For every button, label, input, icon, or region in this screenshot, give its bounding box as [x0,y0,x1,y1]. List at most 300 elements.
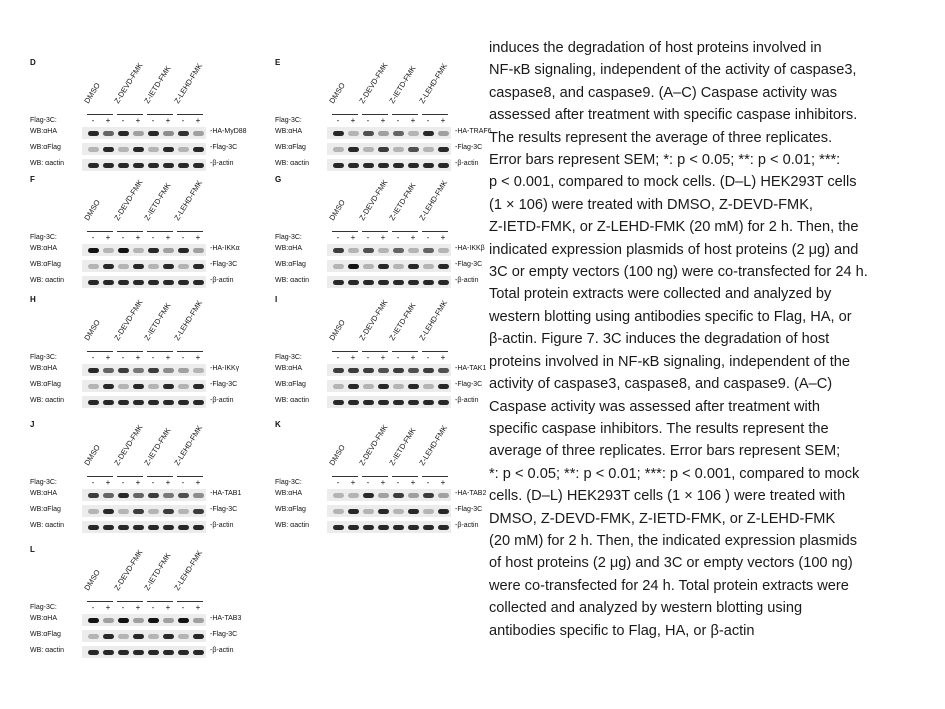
condition-underline [422,231,448,232]
flag-sign: + [165,603,171,612]
flag-3c-label: Flag-3C: [275,479,302,486]
band-flag [363,384,374,389]
band-flag [348,147,359,152]
flag-sign: - [121,233,125,242]
band-ha [393,493,404,498]
flag-sign: + [380,478,386,487]
condition-label: DMSO [82,198,102,222]
band-actin [348,163,359,168]
flag-sign: + [105,116,111,125]
band-flag [193,634,204,639]
band-tag-ha: -HA-TAK1 [455,365,487,372]
band-ha [148,493,159,498]
band-flag [103,147,114,152]
band-flag [178,147,189,152]
flag-sign: - [121,116,125,125]
band-actin [118,280,129,285]
flag-sign: - [336,233,340,242]
band-actin [438,525,449,530]
condition-label: DMSO [82,443,102,467]
band-ha [408,368,419,373]
band-flag [333,384,344,389]
caption-line: of host proteins (2 μg) and 3C or empty vectors (100 ng) [489,555,853,572]
band-ha [423,493,434,498]
band-actin [193,400,204,405]
band-actin [363,525,374,530]
band-actin [163,525,174,530]
band-actin [133,400,144,405]
band-actin [438,400,449,405]
band-actin [423,163,434,168]
flag-3c-label: Flag-3C: [275,354,302,361]
band-ha [148,131,159,136]
band-actin [133,525,144,530]
flag-sign: - [181,603,185,612]
band-flag [163,147,174,152]
condition-underline [117,114,143,115]
panel-label: D [30,58,36,67]
band-tag-flag: -Flag-3C [455,144,483,151]
panel-label: J [30,420,35,429]
caption-line: The results represent the average of three replicates. [489,129,833,146]
condition-underline [147,476,173,477]
band-flag [133,509,144,514]
band-actin [408,280,419,285]
caption-line: NF-κB signaling, independent of the activity of caspase3, [489,62,857,79]
band-ha [363,368,374,373]
band-flag [148,384,159,389]
flag-sign: - [181,116,185,125]
condition-underline [87,601,113,602]
band-flag [118,264,129,269]
flag-sign: + [380,353,386,362]
condition-underline [332,476,358,477]
band-actin [88,280,99,285]
panel-label: H [30,295,36,304]
band-flag [423,264,434,269]
band-tag-ha: -HA-TAB2 [455,490,487,497]
band-flag [438,147,449,152]
panel-label: L [30,545,35,554]
band-actin [88,525,99,530]
band-flag [438,384,449,389]
band-actin [103,525,114,530]
caption-line: activity of caspase3, caspase8, and caspase9. (A–C) [489,376,833,393]
flag-sign: + [135,233,141,242]
condition-label: Z-IETD-FMK [387,181,418,222]
condition-label: Z-LEHD-FMK [172,548,205,592]
row-label-flag: WB:αFlag [30,631,61,638]
band-actin [178,400,189,405]
band-ha [148,248,159,253]
condition-underline [177,114,203,115]
flag-sign: - [91,116,95,125]
flag-sign: - [366,478,370,487]
condition-label: Z-DEVD-FMK [112,61,145,105]
band-actin [178,650,189,655]
band-flag [133,384,144,389]
band-actin [423,525,434,530]
caption-line: collected and analyzed by western blotting using [489,600,803,617]
blot-panel-e [275,58,492,167]
band-tag-actin: -β-actin [455,277,479,284]
band-ha [118,368,129,373]
band-ha [88,248,99,253]
row-label-ha: WB:αHA [30,245,57,252]
condition-underline [147,351,173,352]
row-label-actin: WB: αactin [275,277,309,284]
band-flag [118,509,129,514]
band-flag [423,509,434,514]
band-flag [163,509,174,514]
band-actin [408,163,419,168]
band-actin [393,163,404,168]
condition-underline [332,351,358,352]
band-flag [333,509,344,514]
band-flag [178,509,189,514]
band-actin [393,280,404,285]
flag-sign: - [366,116,370,125]
band-flag [363,147,374,152]
band-flag [163,384,174,389]
band-flag [363,264,374,269]
caption-line: *: p < 0.05; **: p < 0.01; ***: p < 0.001, compared to mock [489,465,860,482]
band-actin [148,525,159,530]
band-ha [88,493,99,498]
band-actin [333,400,344,405]
band-flag [333,264,344,269]
band-ha [363,493,374,498]
band-actin [423,400,434,405]
flag-sign: + [105,233,111,242]
condition-underline [177,231,203,232]
band-ha [118,618,129,623]
band-actin [333,163,344,168]
band-flag [88,384,99,389]
condition-underline [87,231,113,232]
row-label-ha: WB:αHA [275,245,302,252]
band-ha [193,493,204,498]
band-flag [118,384,129,389]
row-label-actin: WB: αactin [275,522,309,529]
band-actin [163,163,174,168]
band-flag [423,384,434,389]
caption-line: 3C or empty vectors (100 ng) were co-transfected for 24 h. [489,264,868,281]
condition-underline [362,114,388,115]
band-flag [163,634,174,639]
condition-underline [177,601,203,602]
flag-sign: + [350,353,356,362]
flag-sign: + [410,353,416,362]
flag-sign: + [195,116,201,125]
panel-label: G [275,175,282,184]
flag-sign: - [91,353,95,362]
flag-sign: + [135,353,141,362]
condition-underline [147,114,173,115]
band-ha [133,368,144,373]
band-ha [118,131,129,136]
flag-3c-label: Flag-3C: [30,479,57,486]
condition-label: Z-LEHD-FMK [172,298,205,342]
blot-panel-l [30,545,240,653]
blot-panel-j [30,420,240,528]
panel-label: F [30,175,35,184]
band-actin [133,650,144,655]
condition-underline [117,351,143,352]
flag-sign: - [151,116,155,125]
band-actin [148,280,159,285]
flag-sign: + [440,233,446,242]
condition-label: Z-DEVD-FMK [112,423,145,467]
band-flag [148,147,159,152]
band-flag [133,634,144,639]
condition-label: Z-DEVD-FMK [357,423,390,467]
band-ha [438,493,449,498]
caption-line: Caspase activity was assessed after treatment with [489,398,820,415]
flag-sign: - [91,478,95,487]
band-tag-flag: -Flag-3C [210,631,238,638]
band-flag [88,264,99,269]
condition-underline [147,601,173,602]
band-ha [148,368,159,373]
band-actin [393,400,404,405]
band-actin [348,525,359,530]
band-ha [333,368,344,373]
blot-panel-i [275,295,485,403]
band-flag [88,634,99,639]
band-ha [333,248,344,253]
condition-underline [332,231,358,232]
band-tag-actin: -β-actin [455,522,479,529]
blot-panel-f [30,175,240,283]
flag-sign: - [426,233,430,242]
row-label-actin: WB: αactin [30,277,64,284]
band-ha [423,248,434,253]
band-ha [348,131,359,136]
flag-sign: - [366,233,370,242]
flag-sign: - [336,478,340,487]
condition-underline [147,231,173,232]
band-flag [393,147,404,152]
band-flag [103,264,114,269]
condition-underline [392,351,418,352]
band-actin [103,163,114,168]
band-actin [178,525,189,530]
band-ha [118,493,129,498]
band-actin [363,400,374,405]
band-flag [193,147,204,152]
flag-sign: + [135,116,141,125]
row-label-ha: WB:αHA [30,490,57,497]
band-actin [118,650,129,655]
row-label-actin: WB: αactin [30,160,64,167]
band-actin [348,280,359,285]
condition-underline [87,351,113,352]
condition-label: Z-LEHD-FMK [172,178,205,222]
flag-sign: + [165,353,171,362]
panel-label: I [275,295,278,304]
band-ha [378,368,389,373]
blot-panel-k [275,420,485,528]
band-flag [118,634,129,639]
flag-sign: - [396,478,400,487]
condition-label: DMSO [327,443,347,467]
flag-sign: + [165,233,171,242]
condition-underline [177,476,203,477]
band-ha [133,131,144,136]
band-flag [133,147,144,152]
flag-sign: + [195,353,201,362]
flag-3c-label: Flag-3C: [275,117,302,124]
band-ha [393,131,404,136]
condition-label: Z-IETD-FMK [387,64,418,105]
band-actin [103,650,114,655]
condition-label: Z-IETD-FMK [142,181,173,222]
row-label-flag: WB:αFlag [275,381,306,388]
band-actin [333,280,344,285]
band-ha [378,248,389,253]
flag-3c-label: Flag-3C: [30,117,57,124]
band-ha [148,618,159,623]
band-actin [438,163,449,168]
flag-sign: - [336,116,340,125]
condition-label: Z-LEHD-FMK [417,298,450,342]
caption-line: Error bars represent SEM; *: p < 0.05; **: p < 0.01; ***: [489,152,841,169]
band-ha [438,131,449,136]
band-actin [363,280,374,285]
flag-sign: - [121,603,125,612]
band-actin [193,525,204,530]
band-flag [408,147,419,152]
row-label-flag: WB:αFlag [30,506,61,513]
band-flag [193,384,204,389]
band-ha [163,248,174,253]
band-flag [148,509,159,514]
flag-sign: + [410,233,416,242]
band-flag [348,509,359,514]
band-ha [408,248,419,253]
flag-sign: - [151,353,155,362]
condition-underline [117,601,143,602]
caption-line: were co-transfected for 24 h. Total protein extracts were [489,577,849,594]
band-tag-actin: -β-actin [210,397,234,404]
flag-sign: + [165,116,171,125]
condition-label: Z-LEHD-FMK [417,423,450,467]
caption-line: cells. (D–L) HEK293T cells (1 × 106 ) were treated with [489,488,846,505]
caption-line: p < 0.001, compared to mock cells. (D–L) HEK293T cells [489,174,857,191]
caption-line: assessed after treatment with specific caspase inhibitors. [489,107,858,124]
band-ha [88,368,99,373]
caption-line: β-actin. Figure 7. 3C induces the degradation of host [489,331,830,348]
condition-label: Z-DEVD-FMK [112,548,145,592]
band-flag [193,264,204,269]
caption-line: average of three replicates. Error bars represent SEM; [489,443,841,460]
flag-sign: - [426,116,430,125]
band-ha [178,248,189,253]
flag-sign: - [181,478,185,487]
flag-sign: - [151,603,155,612]
band-ha [88,618,99,623]
band-flag [408,509,419,514]
flag-sign: - [396,233,400,242]
row-label-flag: WB:αFlag [30,261,61,268]
band-actin [333,525,344,530]
condition-label: Z-IETD-FMK [142,301,173,342]
band-tag-ha: -HA-IKKγ [210,365,240,372]
band-tag-ha: -HA-TAB3 [210,615,242,622]
caption-line: indicated expression plasmids of host proteins (2 μg) and [489,241,859,258]
band-actin [88,650,99,655]
flag-sign: - [151,478,155,487]
band-flag [148,264,159,269]
figure-caption [489,37,941,642]
band-actin [378,163,389,168]
band-tag-flag: -Flag-3C [455,261,483,268]
flag-sign: + [440,116,446,125]
band-actin [438,280,449,285]
flag-sign: - [426,353,430,362]
condition-underline [362,351,388,352]
panel-label: K [275,420,281,429]
band-tag-ha: -HA-MyD88 [210,128,247,135]
condition-underline [117,476,143,477]
band-actin [118,525,129,530]
band-flag [88,147,99,152]
band-ha [178,131,189,136]
flag-sign: + [105,603,111,612]
condition-label: DMSO [82,81,102,105]
condition-label: Z-DEVD-FMK [357,298,390,342]
band-flag [193,509,204,514]
band-ha [408,131,419,136]
condition-underline [87,476,113,477]
condition-label: Z-IETD-FMK [142,64,173,105]
band-flag [178,634,189,639]
condition-label: DMSO [82,568,102,592]
band-ha [163,618,174,623]
caption-line: DMSO, Z-DEVD-FMK, Z-IETD-FMK, or Z-LEHD-FMK [489,510,836,527]
band-tag-actin: -β-actin [210,160,234,167]
band-ha [378,131,389,136]
band-ha [163,493,174,498]
flag-sign: + [350,116,356,125]
band-actin [378,280,389,285]
condition-underline [362,231,388,232]
band-actin [148,650,159,655]
row-label-actin: WB: αactin [275,397,309,404]
caption-line: (20 mM) for 2 h. Then, the indicated expression plasmids [489,532,857,549]
flag-sign: - [426,478,430,487]
condition-underline [392,476,418,477]
flag-sign: - [91,233,95,242]
band-ha [363,131,374,136]
band-tag-flag: -Flag-3C [455,381,483,388]
band-flag [423,147,434,152]
band-flag [103,509,114,514]
band-ha [193,131,204,136]
flag-sign: - [181,353,185,362]
band-ha [103,131,114,136]
row-label-ha: WB:αHA [30,128,57,135]
band-flag [408,264,419,269]
band-actin [193,163,204,168]
flag-3c-label: Flag-3C: [30,234,57,241]
band-tag-ha: -HA-IKKβ [455,245,485,252]
band-tag-flag: -Flag-3C [455,506,483,513]
band-ha [363,248,374,253]
band-actin [88,400,99,405]
band-ha [423,368,434,373]
